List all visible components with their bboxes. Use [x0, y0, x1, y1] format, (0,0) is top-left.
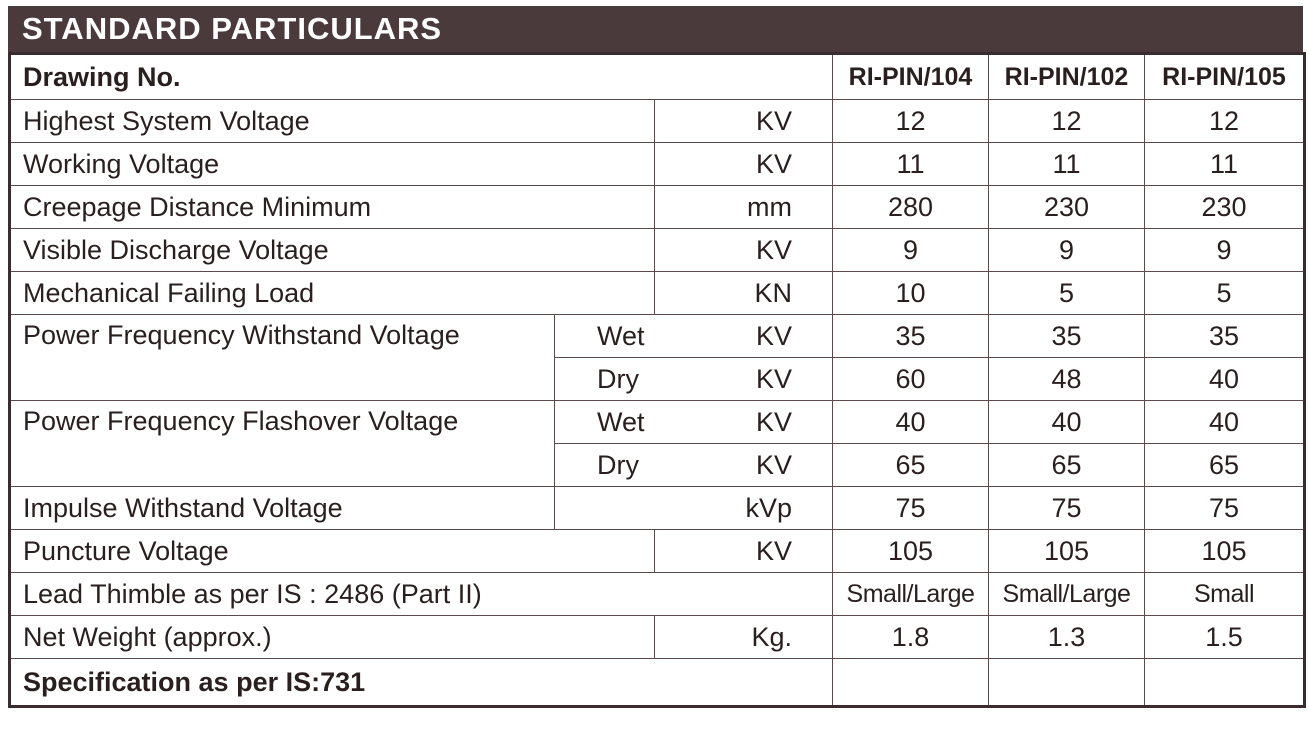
row-value: 65 [1145, 444, 1305, 487]
row-value: 75 [989, 487, 1145, 530]
row-value: 12 [833, 100, 989, 143]
row-label: Puncture Voltage [10, 530, 655, 573]
table-row [10, 272, 1305, 315]
row-unit: KV [655, 358, 833, 401]
row-value: 105 [833, 530, 989, 573]
row-unit: mm [655, 186, 833, 229]
table-row [10, 616, 1305, 659]
row-value: 105 [989, 530, 1145, 573]
row-value: 280 [833, 186, 989, 229]
row-value: 5 [1145, 272, 1305, 315]
row-unit: KN [655, 272, 833, 315]
row-unit: KV [655, 401, 833, 444]
row-label: Power Frequency Withstand Voltage [10, 315, 555, 401]
row-unit: KV [655, 530, 833, 573]
row-condition: Dry [555, 358, 655, 401]
row-condition: Wet [555, 401, 655, 444]
row-value: 5 [989, 272, 1145, 315]
row-value: 65 [833, 444, 989, 487]
row-value: 9 [989, 229, 1145, 272]
specification-row [10, 659, 1305, 707]
empty-cell [989, 659, 1145, 707]
row-value: 75 [1145, 487, 1305, 530]
row-condition-empty [555, 487, 655, 530]
table-row [10, 100, 1305, 143]
row-value: 48 [989, 358, 1145, 401]
row-value: Small/Large [989, 573, 1145, 616]
row-value: 230 [989, 186, 1145, 229]
table-row [10, 229, 1305, 272]
row-unit: KV [655, 143, 833, 186]
row-value: Small/Large [833, 573, 989, 616]
particulars-sheet [8, 6, 1303, 724]
row-value: 35 [1145, 315, 1305, 358]
table-row [10, 143, 1305, 186]
row-value: 1.5 [1145, 616, 1305, 659]
row-label: Mechanical Failing Load [10, 272, 655, 315]
row-value: 11 [1145, 143, 1305, 186]
specification-label: Specification as per IS:731 [10, 659, 833, 707]
table-row [10, 315, 1305, 358]
row-value: 35 [989, 315, 1145, 358]
row-unit: KV [655, 444, 833, 487]
row-label: Impulse Withstand Voltage [10, 487, 555, 530]
particulars-table [8, 52, 1306, 708]
table-row [10, 401, 1305, 444]
row-value: 40 [1145, 358, 1305, 401]
row-value: 11 [833, 143, 989, 186]
row-value: 11 [989, 143, 1145, 186]
table-row [10, 186, 1305, 229]
row-label: Power Frequency Flashover Voltage [10, 401, 555, 487]
row-label: Net Weight (approx.) [10, 616, 655, 659]
table-row [10, 573, 1305, 616]
row-value: 9 [833, 229, 989, 272]
row-value: Small [1145, 573, 1305, 616]
row-value: 65 [989, 444, 1145, 487]
row-value: 75 [833, 487, 989, 530]
table-header-row [10, 54, 1305, 100]
row-unit: kVp [655, 487, 833, 530]
row-value: 60 [833, 358, 989, 401]
row-value: 40 [1145, 401, 1305, 444]
drawing-column-header: RI-PIN/105 [1145, 54, 1305, 100]
empty-cell [833, 659, 989, 707]
row-condition: Dry [555, 444, 655, 487]
row-value: 1.8 [833, 616, 989, 659]
page-title: STANDARD PARTICULARS [8, 6, 1303, 52]
row-value: 12 [1145, 100, 1305, 143]
table-row [10, 487, 1305, 530]
row-condition: Wet [555, 315, 655, 358]
empty-cell [1145, 659, 1305, 707]
drawing-column-header: RI-PIN/102 [989, 54, 1145, 100]
row-value: 1.3 [989, 616, 1145, 659]
row-unit: KV [655, 229, 833, 272]
row-label: Visible Discharge Voltage [10, 229, 655, 272]
row-value: 230 [1145, 186, 1305, 229]
table-row [10, 530, 1305, 573]
drawing-no-label: Drawing No. [10, 54, 833, 100]
row-label: Creepage Distance Minimum [10, 186, 655, 229]
row-unit: KV [655, 315, 833, 358]
row-label: Highest System Voltage [10, 100, 655, 143]
row-label: Lead Thimble as per IS : 2486 (Part II) [10, 573, 833, 616]
row-value: 35 [833, 315, 989, 358]
row-value: 10 [833, 272, 989, 315]
row-value: 12 [989, 100, 1145, 143]
row-label: Working Voltage [10, 143, 655, 186]
row-unit: Kg. [655, 616, 833, 659]
drawing-column-header: RI-PIN/104 [833, 54, 989, 100]
row-value: 9 [1145, 229, 1305, 272]
row-value: 105 [1145, 530, 1305, 573]
row-value: 40 [833, 401, 989, 444]
row-unit: KV [655, 100, 833, 143]
row-value: 40 [989, 401, 1145, 444]
